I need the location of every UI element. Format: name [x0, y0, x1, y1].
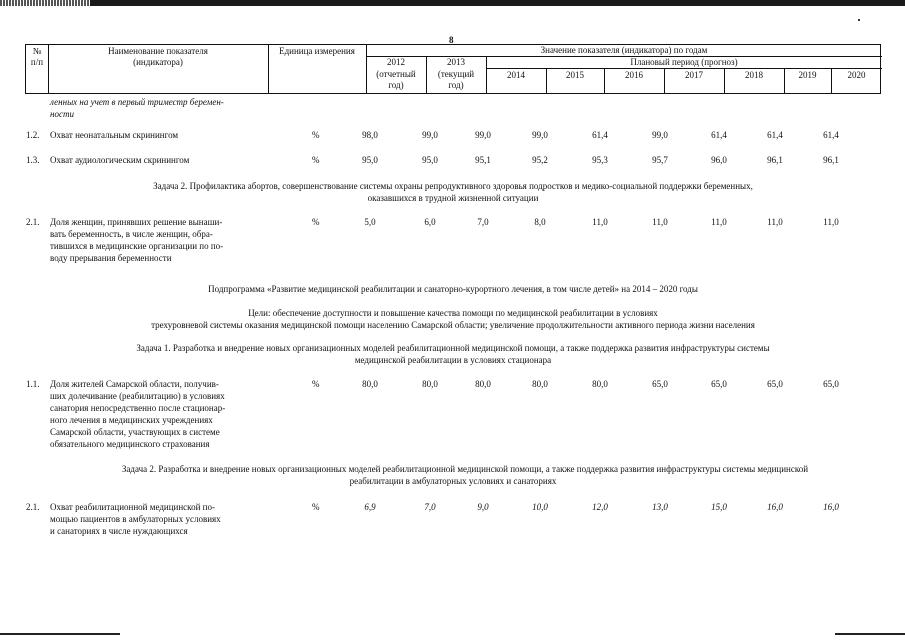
value-2013: 99,0	[422, 130, 438, 140]
header-year-2019: 2019	[798, 70, 817, 80]
value-2017: 65,0	[652, 379, 668, 389]
row-indicator-name-line2: ших долечивание (реабилитацию) в условиях	[50, 391, 225, 401]
value-2017: 99,0	[652, 130, 668, 140]
value-2013: 80,0	[422, 379, 438, 389]
value-2016: 11,0	[592, 217, 608, 227]
value-2012: 80,0	[362, 379, 378, 389]
value-2016: 80,0	[592, 379, 608, 389]
value-2012: 95,0	[362, 155, 378, 165]
value-2017: 11,0	[652, 217, 668, 227]
header-unit: Единица измерения	[279, 46, 355, 56]
header-name-line1: Наименование показателя	[108, 46, 208, 56]
value-2015: 10,0	[532, 502, 548, 512]
value-2019: 61,4	[767, 130, 783, 140]
value-2018: 11,0	[711, 217, 727, 227]
value-2018: 96,0	[711, 155, 727, 165]
row-number: 2.1.	[26, 217, 40, 227]
value-2015: 8,0	[534, 217, 546, 227]
scan-top-border	[0, 0, 905, 6]
value-2014: 80,0	[475, 379, 491, 389]
scan-bottom-line-right	[835, 633, 905, 635]
subprogram-task2-line1: Задача 2. Разработка и внедрение новых организационных моделей реабилитационной медицинской помощи, а также поддержка развития инфраструктуры системы медицинской	[121, 464, 809, 474]
header-plan-title: Плановый период (прогноз)	[630, 57, 738, 67]
row-unit: %	[312, 130, 320, 140]
value-2020: 16,0	[823, 502, 839, 512]
value-2019: 11,0	[767, 217, 783, 227]
row-indicator-name-line2: вать беременность, в числе женщин, обра-	[50, 229, 213, 239]
scan-bottom-line-left	[0, 633, 120, 635]
header-no: №	[32, 46, 42, 56]
value-2012: 6,9	[364, 502, 376, 512]
value-2020: 11,0	[823, 217, 839, 227]
value-2014: 7,0	[477, 217, 489, 227]
value-2018: 61,4	[711, 130, 727, 140]
value-2013: 7,0	[424, 502, 436, 512]
value-2012: 98,0	[362, 130, 378, 140]
subprogram-task1-line2: медицинской реабилитации в условиях стационара	[354, 355, 552, 365]
page-number: 8	[449, 35, 454, 45]
value-2019: 16,0	[767, 502, 783, 512]
row-unit: %	[312, 155, 320, 165]
header-year-2015: 2015	[566, 70, 584, 80]
row-indicator-name-line3: и санаториях в числе нуждающихся	[50, 526, 188, 536]
value-2013: 95,0	[422, 155, 438, 165]
value-2014: 95,1	[475, 155, 491, 165]
scan-dot	[858, 19, 860, 21]
header-year-2013: 2013	[447, 57, 465, 67]
value-2015: 99,0	[532, 130, 548, 140]
value-2017: 13,0	[652, 502, 668, 512]
header-pp: п/п	[30, 57, 44, 67]
row-indicator-name-line1: Охват реабилитационной медицинской по-	[50, 502, 215, 512]
header-year-2012-sub2: год)	[388, 80, 404, 90]
header-year-2014: 2014	[507, 70, 525, 80]
header-year-2020: 2020	[847, 70, 866, 80]
row-indicator-name: Охват аудиологическим скринингом	[50, 155, 190, 165]
row-unit: %	[312, 502, 320, 512]
header-values-title: Значение показателя (индикатора) по годам	[540, 45, 708, 55]
value-2016: 12,0	[592, 502, 608, 512]
row-number: 2.1.	[26, 502, 40, 512]
value-2019: 65,0	[767, 379, 783, 389]
row-number: 1.2.	[26, 130, 40, 140]
value-2012: 5,0	[364, 217, 376, 227]
continuation-line2: ности	[50, 109, 74, 119]
task-heading-abortion-line2: оказавшихся в трудной жизненной ситуации	[367, 193, 539, 203]
header-year-2013-sub2: год)	[448, 80, 464, 90]
header-year-2012: 2012	[387, 57, 405, 67]
value-2020: 96,1	[823, 155, 839, 165]
value-2017: 95,7	[652, 155, 668, 165]
value-2016: 61,4	[592, 130, 608, 140]
row-indicator-name-line4: ного лечения в медицинских учреждениях	[50, 415, 213, 425]
row-indicator-name-line3: санатория непосредственно после стационар-	[50, 403, 226, 413]
value-2018: 65,0	[711, 379, 727, 389]
goal-line1: Цели: обеспечение доступности и повышение качества помощи по медицинской реабилитации в условиях	[248, 308, 658, 318]
row-indicator-name-line4: воду прерывания беременности	[50, 253, 172, 263]
header-name-line2: (индикатора)	[133, 57, 183, 67]
value-2020: 61,4	[823, 130, 839, 140]
header-year-2016: 2016	[625, 70, 643, 80]
value-2014: 9,0	[477, 502, 489, 512]
row-number: 1.1.	[26, 379, 40, 389]
task-heading-abortion-line1: Задача 2. Профилактика абортов, совершенствование системы охраны репродуктивного здоровья подростков и медико-социальной поддержки беременных,	[153, 181, 753, 191]
row-indicator-name-line5: Самарской области, участвующих в системе	[50, 427, 220, 437]
row-number: 1.3.	[26, 155, 40, 165]
header-year-2012-sub1: (отчетный	[376, 69, 416, 79]
value-2015: 95,2	[532, 155, 548, 165]
goal-line2: трехуровневой системы оказания медицинской помощи населению Самарской области; увеличение продолжительности активного периода жизни населения	[151, 320, 755, 330]
table-header	[25, 44, 881, 94]
row-unit: %	[312, 217, 320, 227]
value-2016: 95,3	[592, 155, 608, 165]
subprogram-title: Подпрограмма «Развитие медицинской реабилитации и санаторно-курортного лечения, в том числе детей» на 2014 – 2020 годы	[208, 284, 698, 294]
value-2018: 15,0	[711, 502, 727, 512]
row-indicator-name-line1: Доля женщин, принявших решение вынаши-	[50, 217, 223, 227]
header-year-2013-sub1: (текущий	[437, 69, 475, 79]
value-2014: 99,0	[475, 130, 491, 140]
row-indicator-name-line1: Доля жителей Самарской области, получив-	[50, 379, 219, 389]
row-indicator-name-line6: обязательного медицинского страхования	[50, 439, 210, 449]
row-unit: %	[312, 379, 320, 389]
continuation-line1: ленных на учет в первый триместр беремен-	[50, 97, 224, 107]
subprogram-task2-line2: реабилитации в амбулаторных условиях и санаториях	[349, 476, 557, 486]
value-2015: 80,0	[532, 379, 548, 389]
subprogram-task1-line1: Задача 1. Разработка и внедрение новых организационных моделей реабилитационной медицинской помощи, а также поддержка развития инфраструктуры системы	[136, 343, 770, 353]
row-indicator-name-line3: тившихся в медицинские организации по по-	[50, 241, 224, 251]
value-2019: 96,1	[767, 155, 783, 165]
value-2020: 65,0	[823, 379, 839, 389]
header-year-2018: 2018	[745, 70, 763, 80]
header-year-2017: 2017	[685, 70, 703, 80]
value-2013: 6,0	[424, 217, 436, 227]
row-indicator-name-line2: мощью пациентов в амбулаторных условиях	[50, 514, 221, 524]
scan-top-speckle	[0, 0, 90, 6]
row-indicator-name: Охват неонатальным скринингом	[50, 130, 179, 140]
